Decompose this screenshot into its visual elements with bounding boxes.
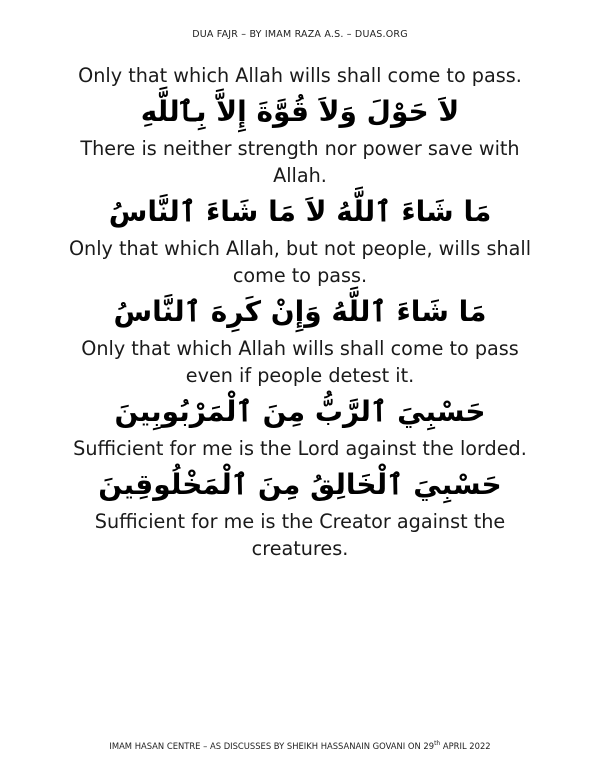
arabic-line-3: مَا شَاءَ ٱللَّهُ وَإِنْ كَرِهَ ٱلنَّاسُ	[113, 295, 487, 328]
arabic-line-4: حَسْبِيَ ٱلرَّبُّ مِنَ ٱلْمَرْبُوبِينَ	[114, 395, 486, 428]
footer-date-tail: APRIL 2022	[440, 740, 491, 751]
english-line-4: Only that which Allah wills shall come to pass even if people detest it.	[81, 337, 519, 387]
english-line-5: Sufficient for me is the Lord against the lorded.	[73, 437, 527, 460]
page-footer	[0, 740, 600, 751]
arabic-line-5: حَسْبِيَ ٱلْخَالِقُ مِنَ ٱلْمَخْلُوقِينَ	[98, 468, 502, 501]
english-line-3: Only that which Allah, but not people, wills shall come to pass.	[68, 237, 532, 287]
english-line-2: There is neither strength nor power save with Allah.	[80, 137, 520, 187]
arabic-line-2: مَا شَاءَ ٱللَّهُ لاَ مَا شَاءَ ٱلنَّاسُ	[108, 195, 492, 228]
dua-body	[60, 62, 540, 562]
english-line-1: Only that which Allah wills shall come to pass.	[78, 64, 522, 87]
english-line-6: Sufficient for me is the Creator against the creatures.	[94, 510, 506, 560]
arabic-line-1: لاَ حَوْلَ وَلاَ قُوَّةَ إِلاَّ بِٱللَّهِ	[140, 95, 460, 128]
page-header: DUA FAJR – BY IMAM RAZA A.S. – DUAS.ORG	[192, 29, 408, 40]
footer-superscript: th	[434, 740, 441, 747]
footer-text: IMAM HASAN CENTRE – AS DISCUSSES BY SHEIKH HASSANAIN GOVANI ON 29	[109, 740, 435, 751]
